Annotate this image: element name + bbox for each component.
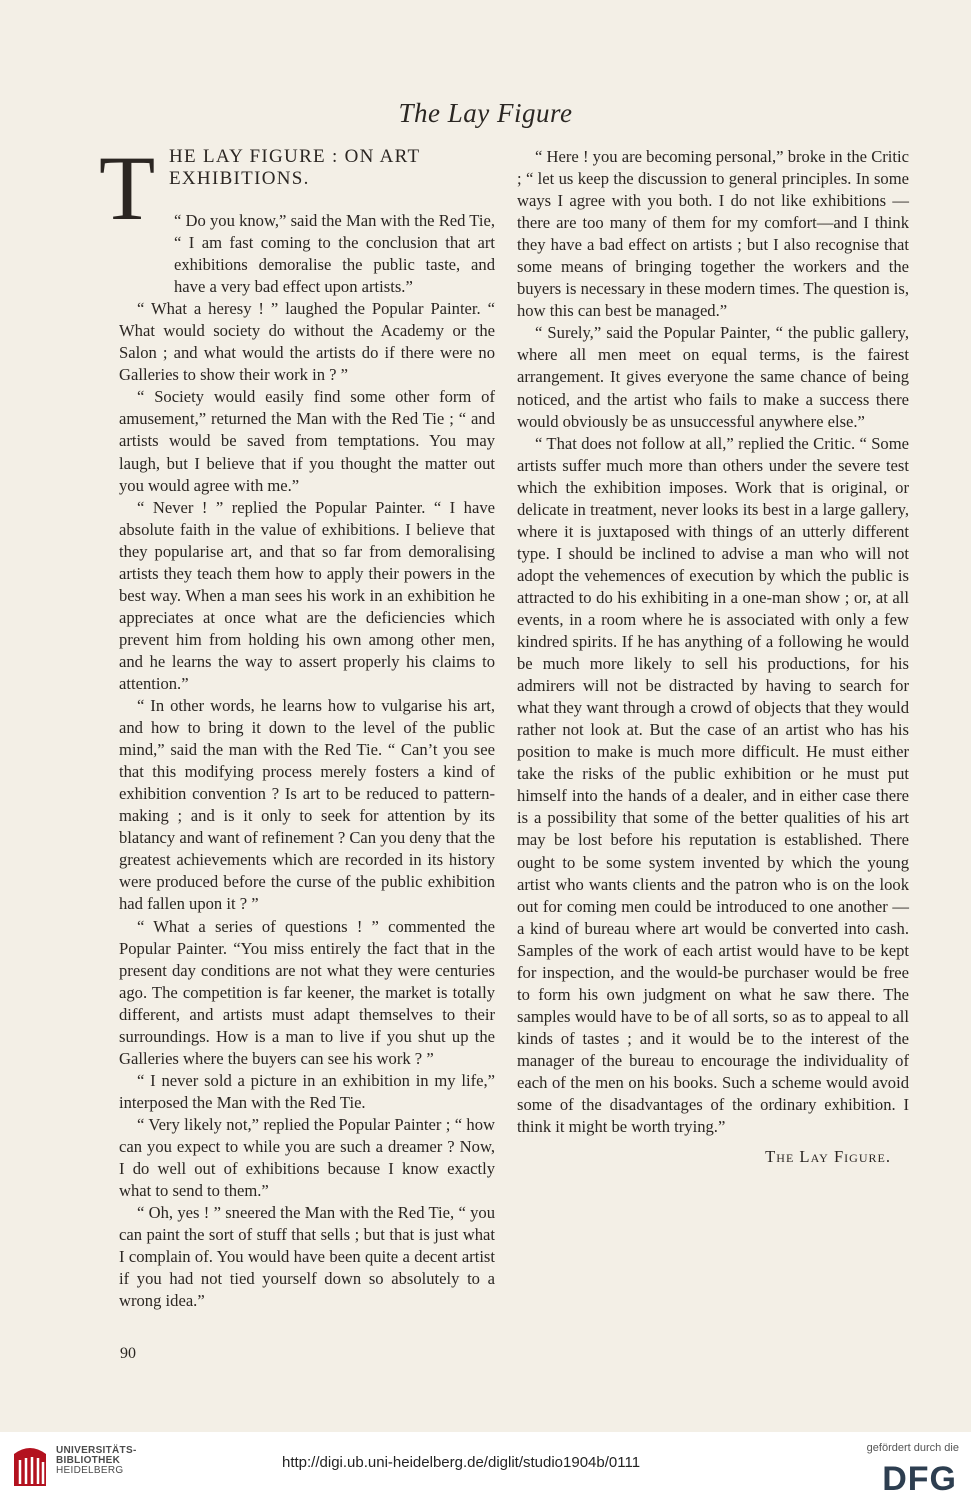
paragraph: “ Oh, yes ! ” sneered the Man with the Red Tie, “ you can paint the sort of stuff that sells ; but that is just what I complain of. You would have been quite a decent artist if you had not tied yourself down so absolutely to a wrong idea.”	[119, 1203, 495, 1311]
funded-by-label: gefördert durch die	[866, 1442, 959, 1454]
dfg-logo: DFG	[882, 1460, 957, 1498]
paragraph: “ What a series of questions ! ” commented the Popular Painter. “You miss entirely the fact that in the present day conditions are not what they were centuries ago. The competition is far keener, the market is totally different, and artists must adapt themselves to their surroundings. How is a man to live if you shut up the Galleries where the buyers can see his work ? ”	[119, 916, 495, 1068]
page-number: 90	[120, 1345, 136, 1362]
paragraph: “ What a heresy ! ” laughed the Popular Painter. “ What would society do without the Academy or the Salon ; and what would the artists do if there were no Galleries to show their work in ? ”	[119, 299, 495, 385]
university-line-3: HEIDELBERG	[56, 1465, 124, 1476]
signature: The Lay Figure.	[765, 1147, 891, 1167]
paragraph: “ In other words, he learns how to vulgarise his art, and how to bring it down to the level of the public mind,” said the man with the Red Tie. “ Can’t you see that this modifying process merely fosters a kind of exhibition convention ? Is art to be reduced to pattern-making ; and is it only to seek for attention by its blatancy and want of refinement ? Can you deny that the greatest achievements which are recorded in its history were produced before the curse of the public exhibition had fallen upon it ? ”	[119, 696, 495, 914]
article-title: HE LAY FIGURE : ON ART EXHIBITIONS.	[169, 146, 421, 189]
drop-cap: T	[99, 137, 156, 239]
source-url-link[interactable]: http://digi.ub.uni-heidelberg.de/diglit/studio1904b/0111	[282, 1454, 641, 1471]
university-library-logo-icon	[10, 1440, 50, 1490]
university-line-1: UNIVERSITÄTS-	[56, 1445, 137, 1456]
university-line-2: BIBLIOTHEK	[56, 1455, 121, 1466]
paragraph: “ Very likely not,” replied the Popular Painter ; “ how can you expect to while you are such a dreamer ? Now, I do well out of exhibitions because I know exactly what to send to them.”	[119, 1114, 495, 1201]
paragraph: “ Society would easily find some other form of amusement,” returned the Man with the Red Tie ; “ and artists would be saved from temptations. You may laugh, but I believe that if you thought the matter out you would agree with me.”	[119, 387, 495, 495]
paragraph: “ That does not follow at all,” replied the Critic. “ Some artists suffer much more than others under the severe test which the exhibition imposes. Work that is original, or delicate in treatment, never looks its best in a large gallery, where it is juxtaposed with things of an utterly different type. I should be inclined to advise a man who will not adopt the vehemences of execution by which the public is attracted to do his exhibiting in a one-man show ; or, at all events, in a room where he is associated with only a few kindred spirits. If he has anything of a following he would be much more likely to sell his productions, for his admirers will not be distracted by having to search for what they want through a crowd of objects that they would rather not look at. But the case of an artist who has his position to make is much more difficult. He must either take the risks of the public exhibition or he must put himself into the hands of a dealer, and in either case there is a possibility that some of the better qualities of his art may be lost before his reputation is established. There ought to be some system invented by which the young artist who wants clients and the patron who is on the look out for coming men could be introduced to one another —a kind of bureau where art would be converted into cash. Samples of the work of each artist would have to be kept for inspection, and the would-be purchaser would be free to form his own judgment on what he saw there. The samples would have to be of all sorts, so as to appeal to all kinds of tastes ; and it would be to the interest of the manager of the bureau to encourage the individuality of each of the men on his books. Such a scheme would avoid some of the disadvantages of the ordinary exhibition. I think it might be worth trying.”	[517, 433, 909, 1137]
paragraph: “ Do you know,” said the Man with the Red Tie, “ I am fast coming to the conclusion that art exhibitions demoralise the public taste, and have a very bad effect upon artists.”	[174, 211, 495, 297]
right-column	[517, 146, 909, 1168]
paragraph: “ Never ! ” replied the Popular Painter. “ I have absolute faith in the value of exhibitions. I believe that they popularise art, and that so far from demoralising artists they teach them how to apply their powers in the best way. When a man sees his work in an exhibition he appreciates at once what are the deficiencies which prevent him from holding his own among other men, and he learns the way to assert properly his claims to attention.”	[119, 497, 495, 693]
university-name	[56, 1446, 137, 1476]
left-column	[99, 137, 495, 1312]
article-heading	[99, 137, 495, 239]
footer-bar	[0, 1432, 971, 1507]
running-title: The Lay Figure	[398, 98, 573, 128]
paragraph: “ Surely,” said the Popular Painter, “ the public gallery, where all men meet on equal terms, is the fairest arrangement. It gives everyone the same chance of being noticed, and the artist who fails to make a success there would obviously be as unsuccessful anywhere else.”	[517, 323, 909, 431]
paragraph: “ Here ! you are becoming personal,” broke in the Critic ; “ let us keep the discussion to general principles. In some ways I agree with you both. I do not like exhibitions — there are too many of them for my comfort—and I think they have a bad effect on artists ; but I also recognise that some means of bringing together the workers and the buyers is necessary in these modern times. The question is, how this can best be managed.”	[517, 147, 909, 321]
paragraph: “ I never sold a picture in an exhibition in my life,” interposed the Man with the Red Tie.	[119, 1070, 495, 1112]
